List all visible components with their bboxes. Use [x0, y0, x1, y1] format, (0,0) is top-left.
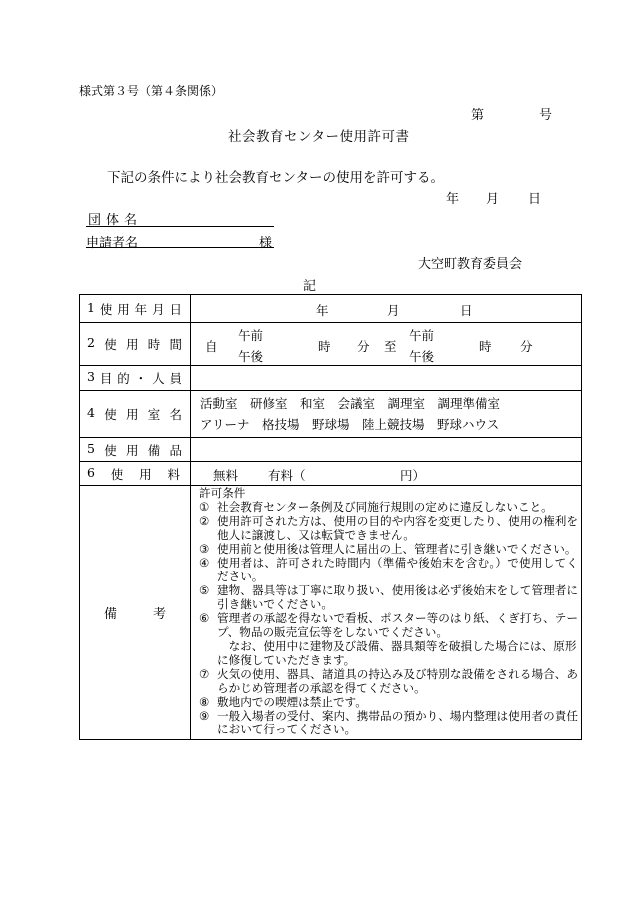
label-char: 考 — [153, 607, 167, 623]
condition-item — [199, 584, 578, 612]
time-to: 至 — [384, 339, 397, 354]
time-am-1: 午前 — [238, 328, 264, 343]
label-char: 年 — [134, 301, 148, 317]
org-name-underline[interactable] — [86, 226, 274, 227]
value-usage-date[interactable] — [191, 295, 582, 323]
row-usage-time — [80, 323, 582, 366]
condition-item — [199, 668, 578, 696]
rooms-line-2: アリーナ 格技場 野球場 陸上競技場 野球ハウス — [200, 417, 500, 432]
condition-mark: ⑨ — [199, 708, 210, 723]
condition-text: 使用許可された方は、使用の目的や内容を変更したり、使用の権利を他人に譲渡し、又は転貸できません。 — [217, 513, 578, 542]
condition-text: 社会教育センター条例及び同施行規則の定めに違反しないこと。 — [217, 499, 553, 514]
label-char: 用 — [125, 337, 139, 352]
label-char: 用 — [139, 466, 152, 482]
issue-date-day: 日 — [528, 192, 542, 207]
condition-text: 使用前と使用後は管理人に届出の上、管理者に引き継いでください。 — [217, 541, 577, 556]
time-hour-1: 時 — [318, 339, 331, 354]
label-char: 人 — [152, 371, 165, 386]
label-usage-date — [80, 295, 191, 323]
label-num: 2 — [87, 335, 95, 350]
fee-free-option[interactable]: 無料 — [213, 468, 239, 483]
condition-note: なお、使用中に建物及び設備、器具類等を破損した場合には、原形に修復していただきます。 — [217, 638, 577, 667]
value-purpose[interactable] — [191, 366, 582, 391]
condition-mark: ③ — [199, 541, 210, 556]
fee-paid-option[interactable]: 有料（ — [268, 468, 306, 483]
value-rooms[interactable] — [191, 391, 582, 438]
row-remarks — [80, 486, 582, 740]
permit-table — [79, 294, 582, 740]
label-char: 員 — [169, 371, 182, 386]
applicant-name-label: 申請者名 — [86, 236, 139, 251]
label-purpose — [80, 366, 191, 391]
condition-text: 一般入場者の受付、案内、携帯品の預かり、場内整理は使用者の責任において行ってください。 — [217, 708, 578, 737]
condition-text: 敷地内での喫煙は禁止です。 — [217, 694, 367, 709]
condition-mark: ④ — [199, 555, 210, 570]
usage-month: 月 — [387, 303, 400, 318]
value-equipment[interactable] — [191, 438, 582, 462]
condition-mark: ⑥ — [199, 611, 210, 626]
number-dai: 第 — [471, 108, 485, 123]
issue-date-month: 月 — [486, 192, 500, 207]
label-num: 3 — [87, 369, 95, 384]
condition-item — [199, 515, 578, 543]
usage-year: 年 — [316, 303, 329, 318]
row-rooms — [80, 391, 582, 438]
label-equipment — [80, 438, 191, 462]
issuer-name: 大空町教育委員会 — [418, 257, 523, 272]
usage-day: 日 — [460, 303, 473, 318]
label-char: 日 — [169, 301, 182, 317]
document-title: 社会教育センター使用許可書 — [228, 129, 410, 145]
label-usage-time — [80, 323, 191, 366]
time-pm-2: 午後 — [409, 349, 435, 364]
number-go: 号 — [539, 108, 553, 123]
condition-item — [199, 543, 578, 557]
row-equipment — [80, 438, 582, 462]
label-char: 用 — [125, 407, 139, 422]
row-purpose — [80, 366, 582, 391]
condition-mark: ⑧ — [199, 694, 210, 709]
label-char: 的 — [117, 371, 130, 386]
label-char: 間 — [169, 337, 182, 352]
condition-item — [199, 557, 578, 585]
time-pm-1: 午後 — [238, 349, 264, 364]
label-char: 使 — [99, 301, 113, 317]
label-char: 名 — [169, 407, 182, 422]
label-num: 5 — [87, 440, 95, 456]
label-char: 備 — [147, 442, 161, 458]
row-fee — [80, 462, 582, 486]
org-name-label: 団体名 — [88, 213, 143, 228]
value-usage-time[interactable] — [191, 323, 582, 366]
intro-text: 下記の条件により社会教育センターの使用を許可する。 — [107, 170, 444, 186]
fee-yen: 円） — [400, 468, 426, 483]
condition-text: 火気の使用、器具、諸道具の持込み及び特別な設備をされる場合、あらかじめ管理者の承認を得てください。 — [217, 666, 578, 695]
label-char: 用 — [125, 442, 139, 458]
issue-date-year: 年 — [446, 192, 460, 207]
label-char: 時 — [147, 337, 161, 352]
condition-text: 管理者の承認を得ないで看板、ポスター等のはり紙、くぎ打ち、テープ、物品の販売宣伝等をしないでください。 — [217, 611, 578, 640]
conditions-heading: 許可条件 — [199, 486, 246, 500]
condition-mark: ① — [199, 499, 210, 514]
time-from: 自 — [205, 339, 218, 354]
label-num: 1 — [87, 299, 95, 315]
condition-item — [199, 696, 578, 710]
row-usage-date — [80, 295, 582, 323]
condition-mark: ⑤ — [199, 583, 210, 598]
ki-heading: 記 — [303, 279, 317, 294]
label-num: 4 — [87, 405, 95, 420]
applicant-name-underline[interactable] — [86, 247, 274, 248]
label-rooms — [80, 391, 191, 438]
label-char: 料 — [167, 466, 180, 482]
label-char: 使 — [104, 337, 117, 352]
label-char: ・ — [134, 371, 148, 386]
value-fee[interactable] — [191, 462, 582, 486]
permit-conditions — [191, 486, 581, 739]
rooms-line-1: 活動室 研修室 和室 会議室 調理室 調理準備室 — [200, 396, 501, 411]
condition-text: 使用者は、許可された時間内（準備や後始末を含む。）で使用してください。 — [217, 555, 578, 584]
condition-item — [199, 710, 578, 738]
label-fee — [80, 462, 191, 486]
condition-mark: ⑦ — [199, 666, 210, 681]
label-char: 目 — [99, 371, 113, 386]
condition-mark: ② — [199, 513, 210, 528]
condition-text: 建物、器具等は丁寧に取り扱い、使用後は必ず後始末をして管理者に引き継いでください。 — [217, 583, 578, 612]
label-char: 備 — [103, 607, 117, 623]
label-remarks — [80, 486, 191, 740]
time-hour-2: 時 — [479, 339, 492, 354]
label-char: 使 — [110, 466, 124, 482]
condition-item — [199, 612, 578, 640]
label-num: 6 — [87, 464, 95, 480]
time-am-2: 午前 — [409, 328, 435, 343]
form-id: 様式第３号（第４条関係） — [79, 84, 224, 98]
time-min-1: 分 — [357, 339, 370, 354]
label-char: 月 — [152, 301, 165, 317]
applicant-suffix: 様 — [259, 236, 273, 251]
label-char: 用 — [117, 301, 130, 317]
label-char: 室 — [147, 407, 161, 422]
label-char: 使 — [104, 442, 117, 458]
time-min-2: 分 — [520, 339, 533, 354]
condition-item — [199, 501, 578, 515]
label-char: 使 — [104, 407, 117, 422]
value-remarks — [191, 486, 582, 740]
label-char: 品 — [169, 442, 182, 458]
